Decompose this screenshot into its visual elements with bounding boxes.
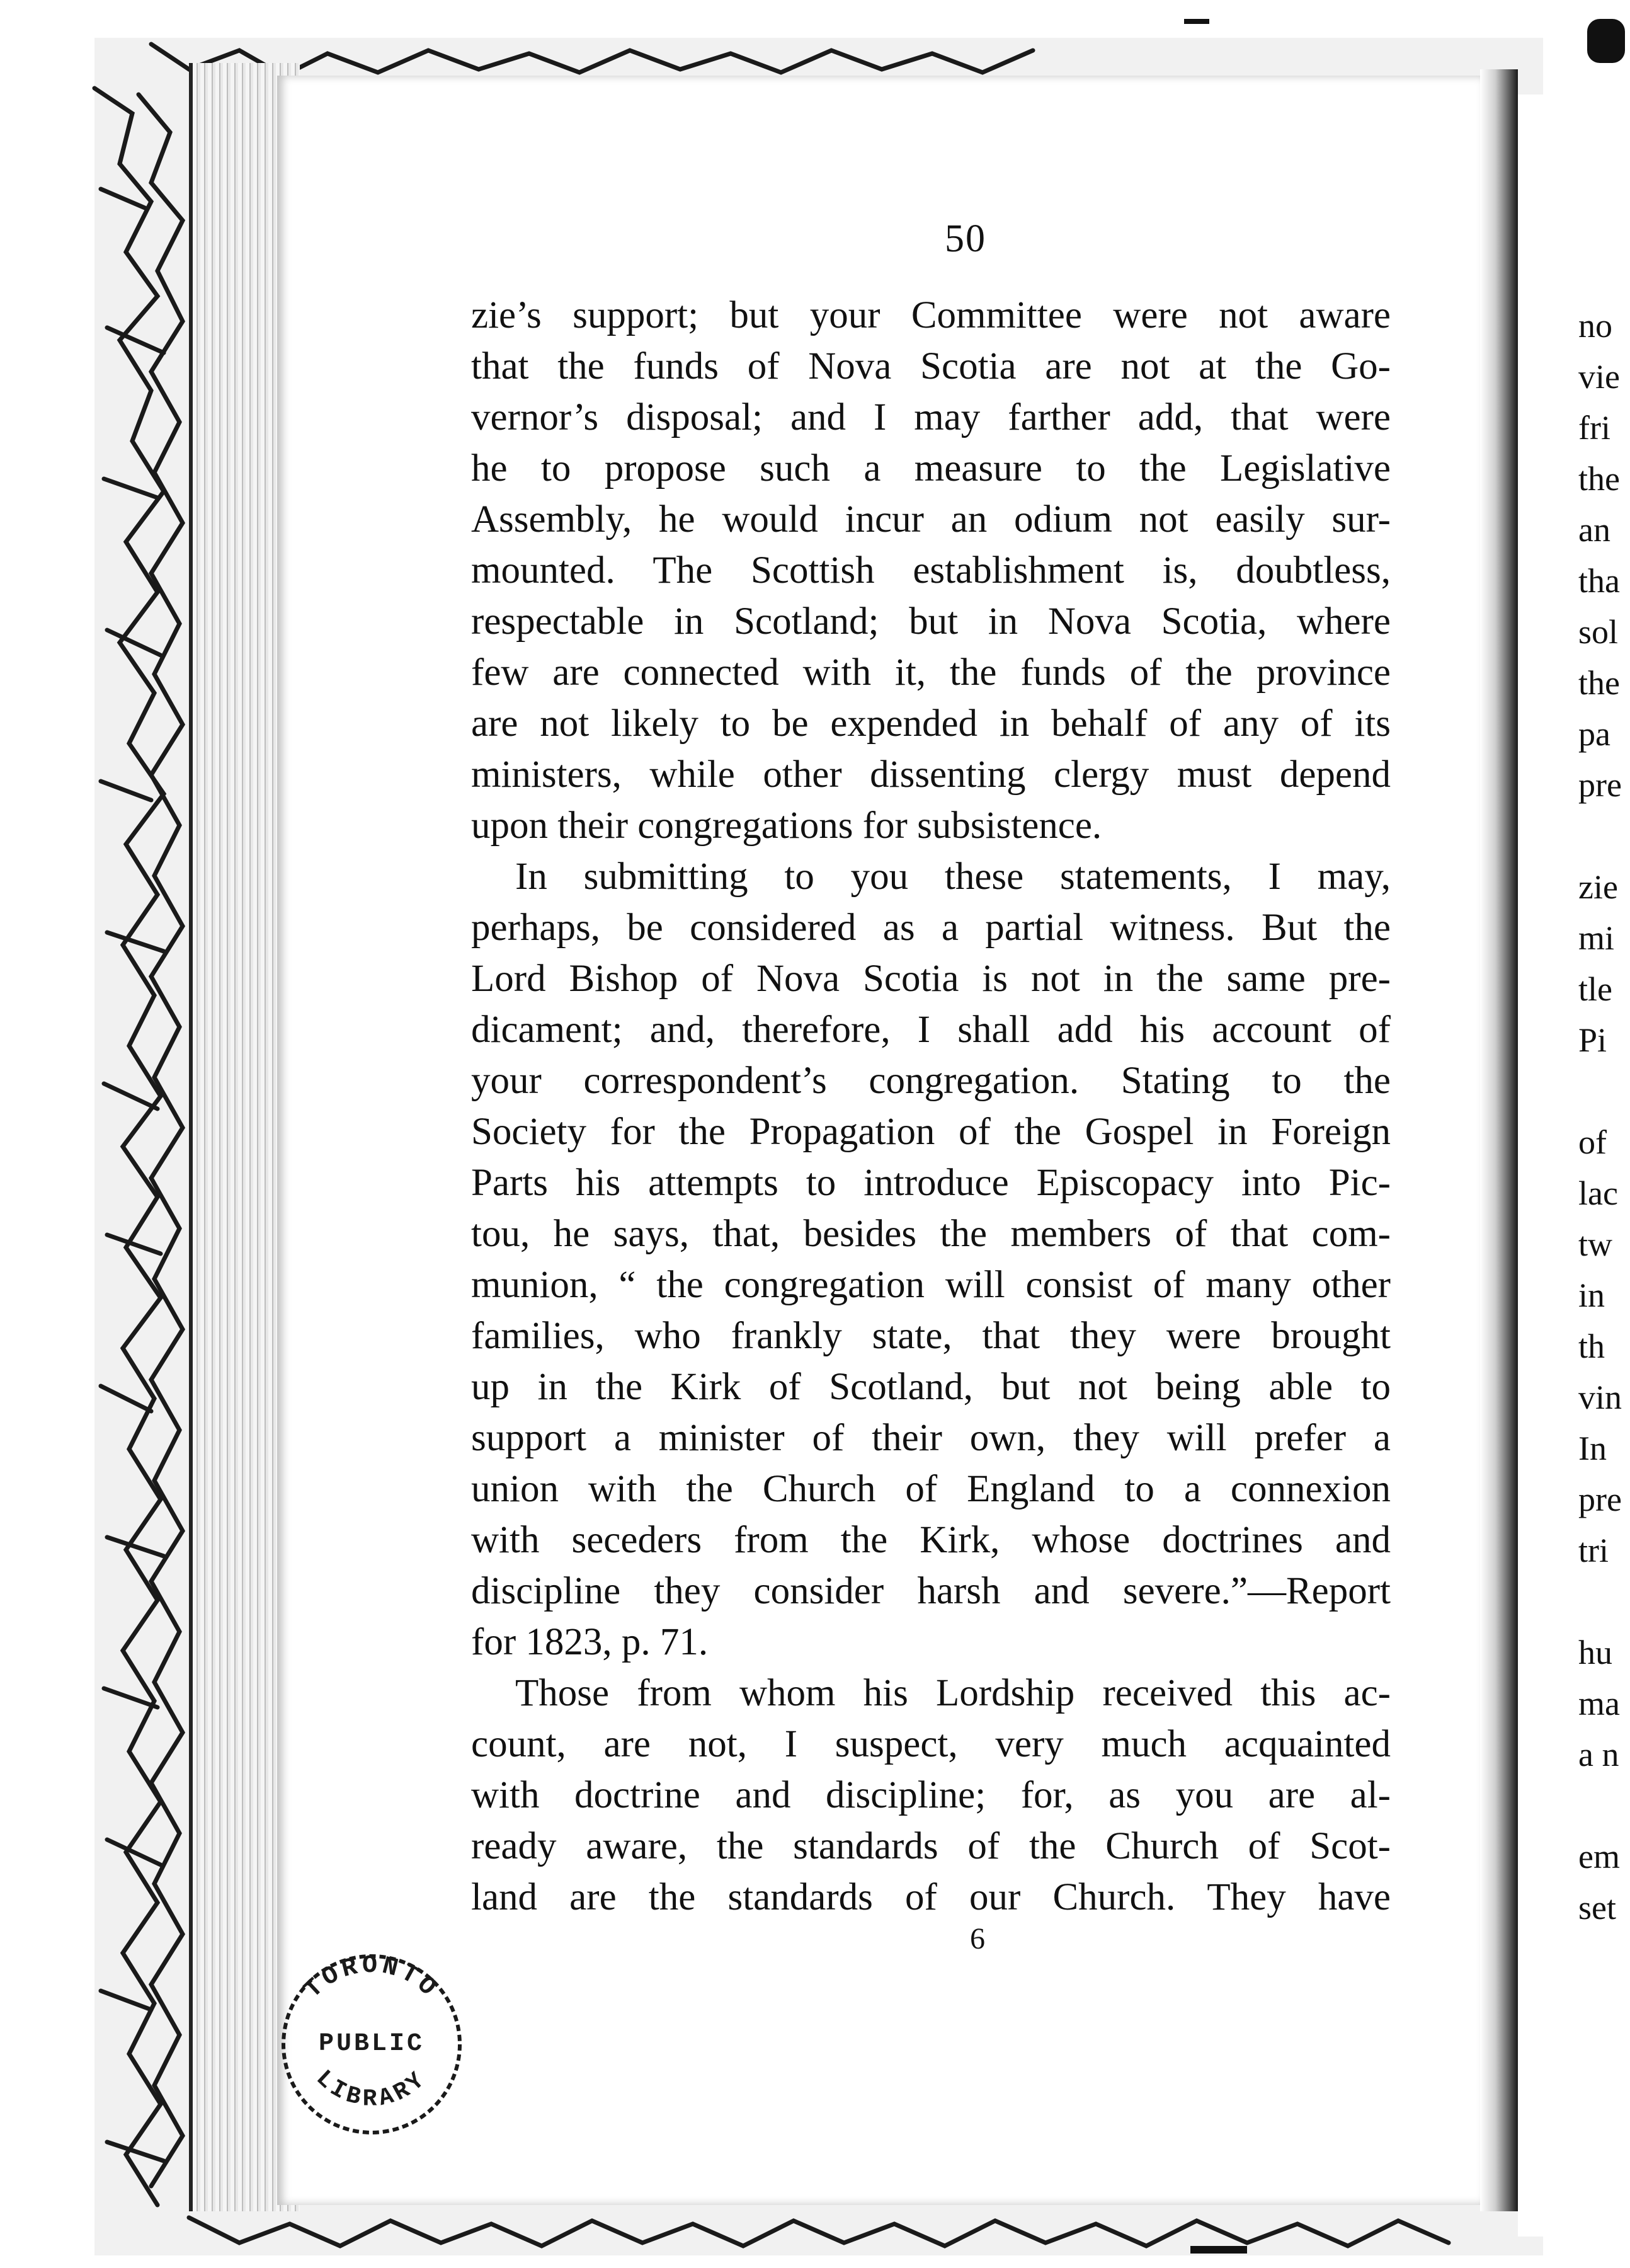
facing-text-fragment: mi [1578,919,1615,957]
text-line: perhaps, be considered as a partial witness. But the [471,907,1391,949]
text-line: support a minister of their own, they will prefer a [471,1417,1391,1459]
facing-text-fragment: pa [1578,715,1610,753]
text-line: are not likely to be expended in behalf of any of its [471,702,1391,745]
text-line: tou, he says, that, besides the members of that com- [471,1213,1391,1255]
facing-text-fragment: tle [1578,970,1612,1008]
facing-text-fragment: zie [1578,868,1618,906]
text-line: ready aware, the standards of the Church of Scot- [471,1825,1391,1867]
stamp-bottom-text: LIBRARY [310,2065,433,2113]
text-line: Society for the Propagation of the Gospel in Foreign [471,1111,1391,1153]
stamp-middle-text: PUBLIC [318,2030,425,2058]
text-line: few are connected with it, the funds of the province [471,651,1391,694]
text-line: Lord Bishop of Nova Scotia is not in the same pre- [471,958,1391,1000]
scan-speck [1190,2246,1247,2254]
text-line: zie’s support; but your Committee were not aware [471,294,1391,336]
svg-text:TORONTO [299,1952,443,2005]
text-line: upon their congregations for subsistence. [471,805,1102,847]
text-line: Parts his attempts to introduce Episcopacy into Pic- [471,1162,1391,1204]
facing-text-fragment: the [1578,664,1620,702]
text-line: with seceders from the Kirk, whose doctrines and [471,1519,1391,1561]
facing-text-fragment: th [1578,1327,1605,1365]
svg-text:LIBRARY [311,2065,433,2113]
facing-text-fragment: ma [1578,1685,1620,1722]
facing-text-fragment: Pi [1578,1021,1607,1059]
facing-text-fragment: tw [1578,1225,1612,1263]
facing-text-fragment: the [1578,460,1620,498]
facing-text-fragment: of [1578,1123,1607,1161]
text-line: vernor’s disposal; and I may farther add, that were [471,396,1391,438]
facing-text-fragment: a n [1578,1736,1619,1773]
text-line: Those from whom his Lordship received this ac- [515,1672,1391,1714]
facing-text-fragment: pre [1578,1480,1622,1518]
text-line: up in the Kirk of Scotland, but not being able to [471,1366,1391,1408]
scan-speck [1184,19,1209,24]
facing-text-fragment: vie [1578,358,1620,396]
text-line: respectable in Scotland; but in Nova Scotia, where [471,600,1391,643]
text-line: that the funds of Nova Scotia are not at the Go- [471,345,1391,387]
text-line: your correspondent’s congregation. Stating to the [471,1060,1391,1102]
text-line: families, who frankly state, that they were brought [471,1315,1391,1357]
stamp-top-text: TORONTO [299,1952,444,2005]
signature-mark: 6 [970,1922,985,1956]
facing-page-fragment [1518,94,1630,2236]
text-line: discipline they consider harsh and severe.”—Report [471,1570,1391,1612]
text-line: with doctrine and discipline; for, as you are al- [471,1774,1391,1816]
scan-speck [1587,19,1625,63]
facing-text-fragment: tha [1578,562,1620,600]
facing-text-fragment: set [1578,1889,1616,1927]
page-body-text [471,290,1391,1923]
facing-text-fragment: pre [1578,766,1622,804]
text-line: for 1823, p. 71. [471,1621,709,1663]
text-line: ministers, while other dissenting clergy must depend [471,753,1391,796]
facing-text-fragment: fri [1578,409,1610,447]
text-line: munion, “ the congregation will consist of many other [471,1264,1391,1306]
facing-text-fragment: an [1578,511,1610,549]
facing-text-fragment: tri [1578,1532,1609,1569]
facing-text-fragment: In [1578,1429,1607,1467]
text-line: Assembly, he would incur an odium not easily sur- [471,498,1391,541]
text-line: he to propose such a measure to the Legislative [471,447,1391,490]
text-line: In submitting to you these statements, I may, [515,856,1391,898]
book-gutter [1480,69,1518,2211]
text-line: dicament; and, therefore, I shall add his account of [471,1009,1391,1051]
text-line: union with the Church of England to a connexion [471,1468,1391,1510]
facing-text-fragment: lac [1578,1174,1618,1212]
text-line: mounted. The Scottish establishment is, doubtless, [471,549,1391,592]
facing-text-fragment: vin [1578,1378,1622,1416]
facing-text-fragment: em [1578,1838,1620,1876]
facing-text-fragment: sol [1578,613,1619,651]
facing-text-fragment: hu [1578,1634,1612,1671]
text-line: land are the standards of our Church. They have [471,1876,1391,1918]
facing-text-fragment: in [1578,1276,1605,1314]
facing-text-fragment: no [1578,307,1612,345]
text-line: count, are not, I suspect, very much acquainted [471,1723,1391,1765]
page-number: 50 [945,217,986,260]
